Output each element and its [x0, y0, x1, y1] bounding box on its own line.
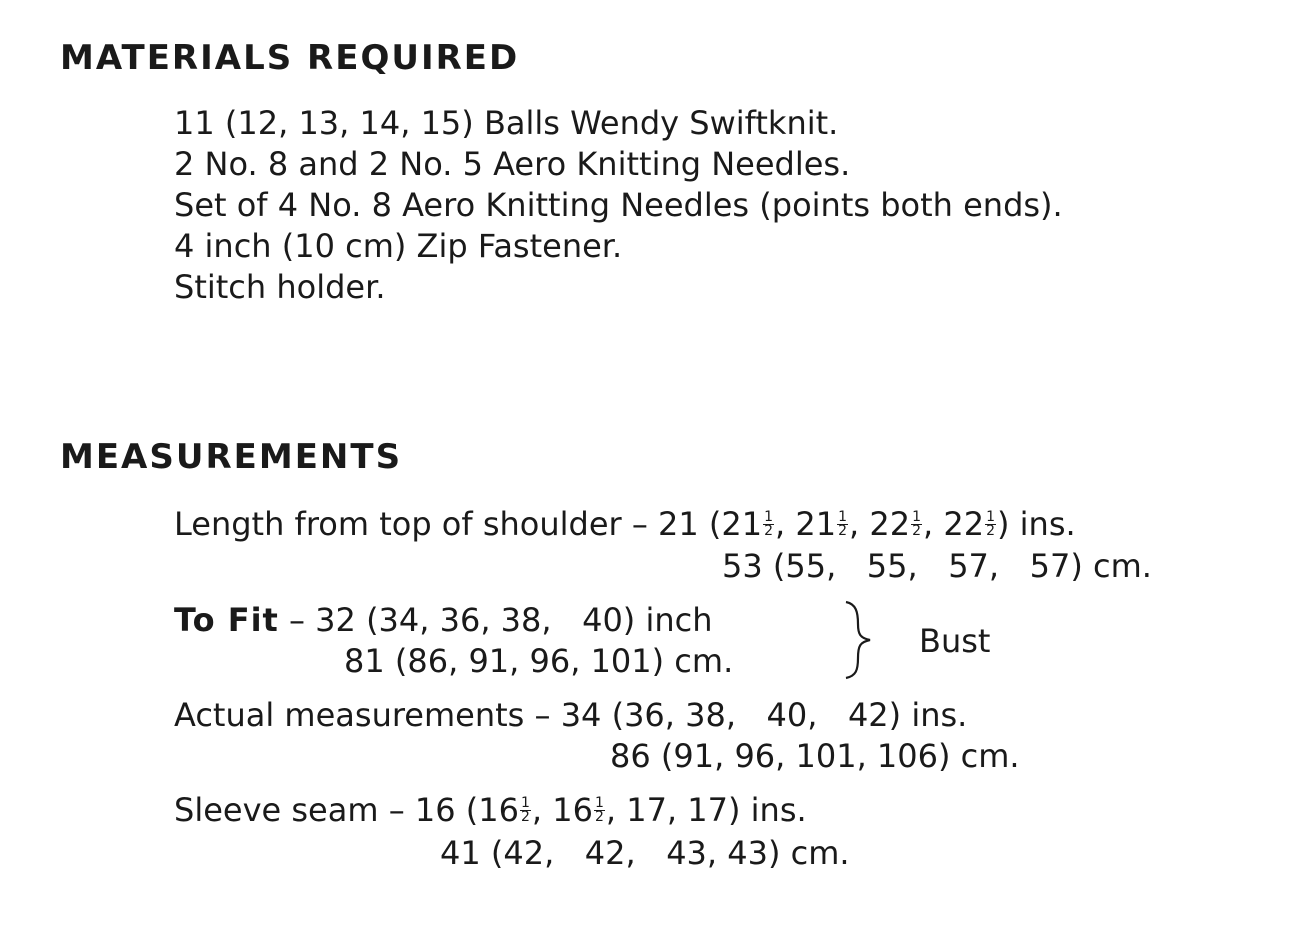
actual-label: Actual measurements — [174, 696, 525, 734]
fraction-half: $\frac{1}{2}$ — [520, 794, 530, 825]
fraction-half: $\frac{1}{2}$ — [764, 508, 774, 539]
sleeve-ins-line: Sleeve seam – 16 (16 $\frac{1}{2}$ , 16 $\frac{1}{2}$ , 17, 17) ins. — [174, 791, 807, 829]
length-cm-line: 53 (55, 55, 57, 57) cm. — [722, 547, 1152, 585]
length-value-4: 22 — [869, 505, 911, 543]
sleeve-label: Sleeve seam — [174, 791, 379, 829]
length-ins-line: Length from top of shoulder – 21 (21 $\frac{1}{2}$ , 21 $\frac{1}{2}$ , 22 $\frac{1}{2}$ , 22 $\frac{1}{2}$ ) ins. — [174, 505, 1076, 543]
fit-inch-values: – 32 (34, 36, 38, 40) inch — [289, 601, 713, 639]
fraction-half: $\frac{1}{2}$ — [838, 508, 848, 539]
fraction-half: $\frac{1}{2}$ — [912, 508, 921, 539]
sleeve-value-2: 16 — [552, 791, 593, 829]
fraction-half: $\frac{1}{2}$ — [986, 508, 995, 539]
actual-ins-values: – 34 (36, 38, 40, 42) ins. — [534, 696, 968, 734]
fit-label: To Fit — [174, 601, 279, 639]
length-dash: – — [631, 505, 648, 543]
sleeve-value-rest: 17, 17) ins. — [626, 791, 807, 829]
measurements-heading: MEASUREMENTS — [60, 437, 403, 477]
material-item-zip: 4 inch (10 cm) Zip Fastener. — [174, 227, 623, 265]
length-unit: ins. — [1019, 505, 1076, 543]
material-item-stitch-holder: Stitch holder. — [174, 268, 386, 306]
materials-heading: MATERIALS REQUIRED — [60, 38, 520, 78]
material-item-yarn: 11 (12, 13, 14, 15) Balls Wendy Swiftknit. — [174, 104, 839, 142]
sleeve-value-1: – 16 (16 — [388, 791, 519, 829]
curly-brace-icon — [838, 598, 878, 682]
bust-label: Bust — [919, 622, 991, 660]
length-value-3: 21 — [795, 505, 837, 543]
material-item-needle-set: Set of 4 No. 8 Aero Knitting Needles (points both ends). — [174, 186, 1063, 224]
sleeve-cm-line: 41 (42, 42, 43, 43) cm. — [440, 834, 850, 872]
fit-inch-line — [174, 600, 713, 640]
materials-list — [174, 103, 1063, 308]
length-label: Length from top of shoulder — [174, 505, 622, 543]
fraction-half: $\frac{1}{2}$ — [594, 794, 604, 825]
actual-ins-line — [174, 695, 967, 735]
length-value-2: (21 — [708, 505, 763, 543]
fit-cm-line: 81 (86, 91, 96, 101) cm. — [344, 642, 734, 680]
actual-cm-line: 86 (91, 96, 101, 106) cm. — [610, 737, 1020, 775]
length-value-1: 21 — [658, 505, 699, 543]
material-item-needles: 2 No. 8 and 2 No. 5 Aero Knitting Needles. — [174, 145, 851, 183]
length-value-5: 22 — [943, 505, 985, 543]
